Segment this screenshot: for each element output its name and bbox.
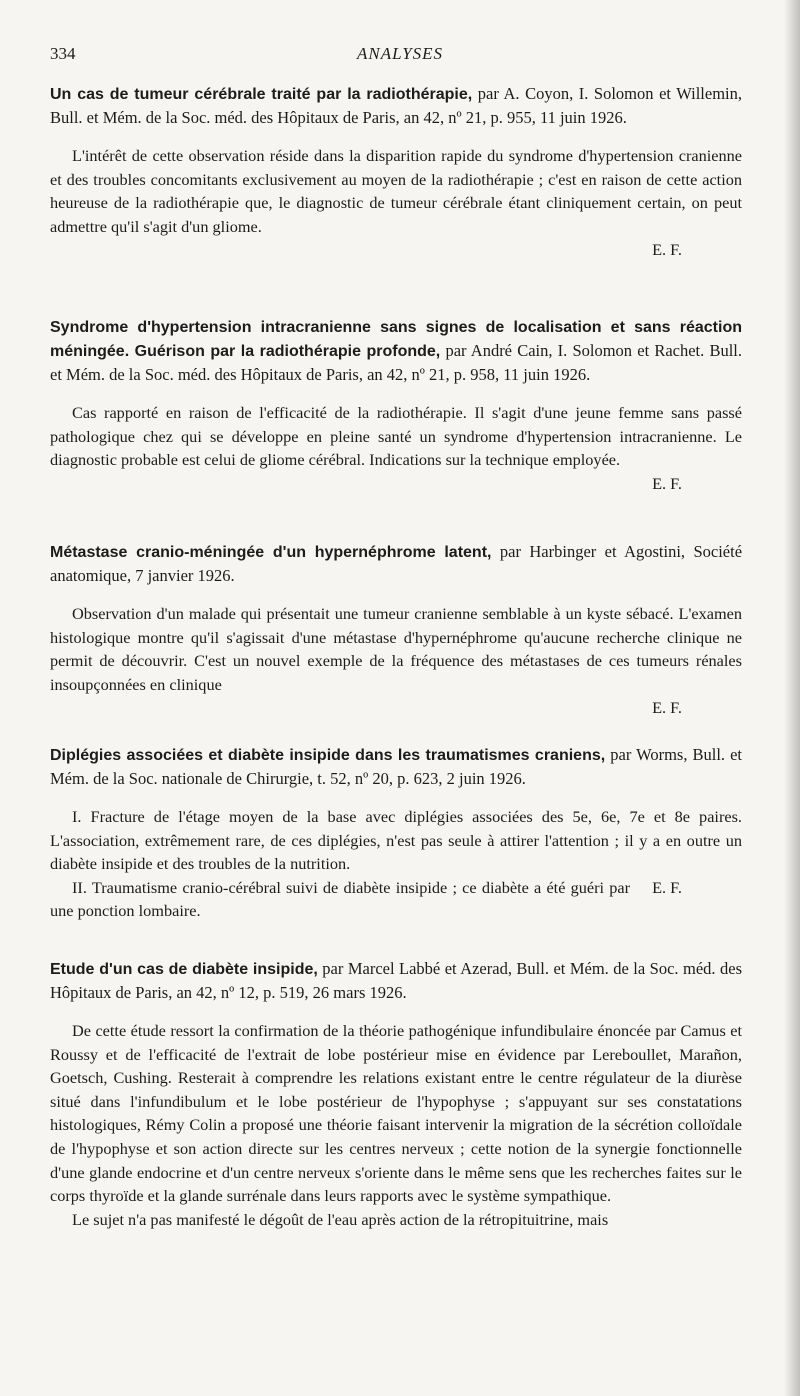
signature: E. F. bbox=[652, 240, 682, 260]
article-body bbox=[50, 602, 742, 720]
article-reference: par Worms, Bull. et Mém. de la Soc. nationale de Chirurgie, t. 52, nº 20, p. 623, 2 juin 1926. bbox=[50, 745, 743, 788]
article-reference: par Harbinger et Agostini, Société anatomique, 7 janvier 1926. bbox=[50, 542, 743, 585]
signature: E. F. bbox=[652, 698, 682, 718]
paragraph: L'intérêt de cette observation réside dans la disparition rapide du syndrome d'hypertension cranienne et des troubles concomitants exclusivement au moyen de la radiothérapie ; c'est en raison de cette action heureuse de la radiothérapie que, le diagnostic de tumeur cérébrale étant cliniquement certain, on peut admettre qu'il s'agit d'un gliome. bbox=[50, 146, 742, 236]
article-reference: par Marcel Labbé et Azerad, Bull. et Mém. de la Soc. méd. des Hôpitaux de Paris, an 42, nº 12, p. 519, 26 mars 1926. bbox=[50, 959, 743, 1002]
page-number: 334 bbox=[50, 44, 76, 63]
paragraph: Observation d'un malade qui présentait une tumeur cranienne semblable à un kyste sébacé. L'examen histologique montre qu'il s'agissait d'une métastase d'hypernéphrome qu'aucune recherche clinique ne permit de découvrir. C'est un nouvel exemple de la fréquence des métastases de ces tumeurs rénales insoupçonnées en clinique bbox=[50, 604, 742, 694]
article-heading bbox=[50, 82, 742, 129]
article-heading bbox=[50, 315, 742, 386]
article-reference: par André Cain, I. Solomon et Rachet. Bull. et Mém. de la Soc. méd. des Hôpitaux de Paris, an 42, nº 21, p. 958, 11 juin 1926. bbox=[50, 341, 742, 384]
article-5 bbox=[50, 957, 742, 1231]
paragraph: E. F. II. Traumatisme cranio-cérébral suivi de diabète insipide ; ce diabète a été guéri par une ponction lombaire. bbox=[50, 876, 742, 923]
article-title: Syndrome d'hypertension intracranienne sans signes de localisation et sans réaction méningée. Guérison par la radiothérapie profonde, bbox=[50, 319, 742, 360]
article-2 bbox=[50, 315, 742, 495]
article-3 bbox=[50, 540, 742, 720]
paragraph: I. Fracture de l'étage moyen de la base avec diplégies associées des 5e, 6e, 7e et 8e paires. L'association, extrêmement rare, de ces diplégies, n'est pas seule à attirer l'attention ; il y a en outre un diabète insipide et des troubles de la nutrition. bbox=[50, 807, 742, 874]
article-title: Un cas de tumeur cérébrale traité par la radiothérapie, bbox=[50, 86, 473, 103]
article-body bbox=[50, 401, 742, 495]
running-title: ANALYSES bbox=[356, 44, 444, 63]
paragraph: Le sujet n'a pas manifesté le dégoût de l'eau après action de la rétropituitrine, mais bbox=[72, 1209, 609, 1229]
article-heading bbox=[50, 743, 742, 790]
paragraph: Cas rapporté en raison de l'efficacité de la radiothérapie. Il s'agit d'une jeune femme sans passé pathologique chez qui se développe en pleine santé un syndrome d'hypertension intracranienne. Le diagnostic probable est celui de gliome cérébral. Indications sur la technique employée. bbox=[50, 403, 742, 470]
page-edge-shadow bbox=[784, 0, 800, 1396]
page-header bbox=[50, 44, 750, 68]
article-body bbox=[50, 1019, 742, 1231]
article-heading bbox=[50, 540, 742, 587]
article-body bbox=[50, 144, 742, 262]
signature: E. F. bbox=[652, 473, 682, 493]
article-heading bbox=[50, 957, 742, 1004]
signature: E. F. bbox=[652, 877, 682, 897]
article-1 bbox=[50, 82, 742, 262]
article-body bbox=[50, 805, 742, 923]
paragraph: De cette étude ressort la confirmation de la théorie pathogénique infundibulaire énoncée par Camus et Roussy et de l'efficacité de l'extrait de lobe postérieur mise en évidence par Lereboullet, Marañon, Goetsch, Cushing. Resterait à comprendre les relations existant entre le centre régulateur de la diurèse situé dans l'infundibulum et le lobe postérieur de l'hypophyse ; s'appuyant sur ses constatations histologiques, Rémy Colin a proposé une théorie faisant intervenir la migration de la sécrétion colloïdale de l'hypophyse et son action directe sur les centres nerveux ; cette notion de la synergie fonctionnelle d'une glande endocrine et d'un centre nerveux s'oriente dans le même sens que les recherches faites sur le corps thyroïde et la glande surrénale dans leurs rapports avec le système sympathique. bbox=[50, 1021, 742, 1206]
article-title: Diplégies associées et diabète insipide dans les traumatismes craniens, bbox=[50, 747, 606, 764]
article-reference: par A. Coyon, I. Solomon et Willemin, Bull. et Mém. de la Soc. méd. des Hôpitaux de Paris, an 42, nº 21, p. 955, 11 juin 1926. bbox=[50, 84, 743, 127]
article-4 bbox=[50, 743, 742, 923]
article-title: Métastase cranio-méningée d'un hypernéphrome latent, bbox=[50, 544, 492, 561]
article-title: Etude d'un cas de diabète insipide, bbox=[50, 961, 318, 978]
